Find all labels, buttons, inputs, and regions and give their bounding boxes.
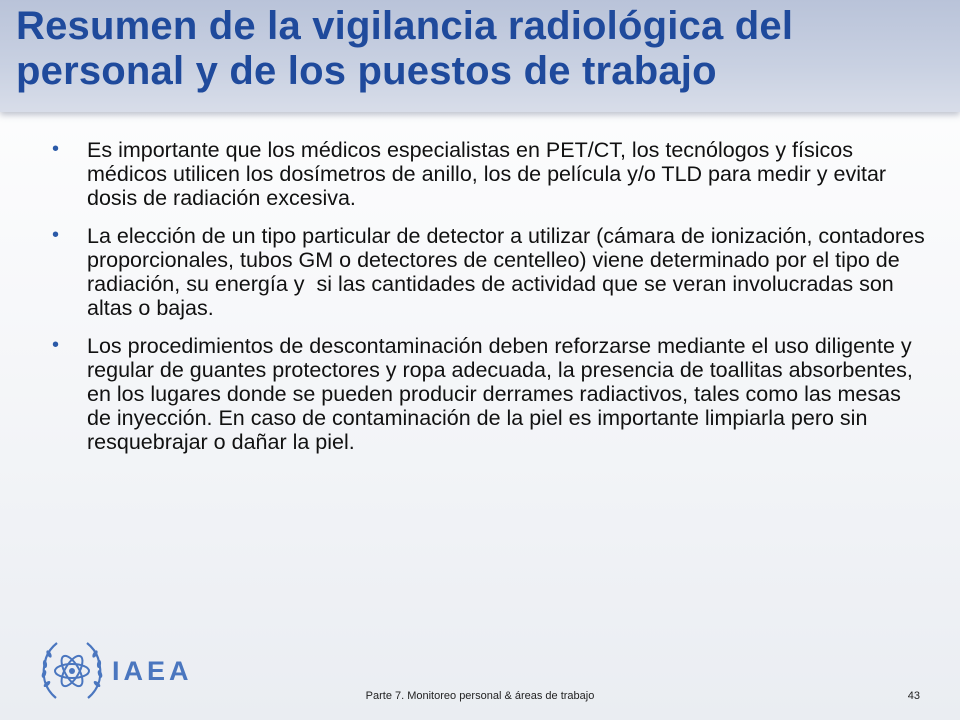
footer-caption: Parte 7. Monitoreo personal & áreas de trabajo: [365, 690, 595, 702]
bullet-marker: •: [52, 224, 60, 246]
bullet-item-2: [50, 224, 930, 320]
page-number: 43: [907, 690, 920, 702]
bullet-text-3: Los procedimientos de descontaminación deben reforzarse mediante el uso diligente y regular de guantes protectores y ropa adecuada, la presencia de toallitas absorbentes, en los lugares donde se pueden producir derrames radiactivos, tales como las mesas de inyección. En caso de contaminación de la piel es importante limpiarla pero sin resquebrajar o dañar la piel.: [87, 334, 913, 454]
bullet-item-3: [50, 334, 930, 454]
logo-text: IAEA: [112, 656, 193, 686]
bullet-item-1: [50, 138, 930, 210]
bullet-marker: •: [52, 334, 60, 356]
slide-title: Resumen de la vigilancia radiológica del personal y de los puestos de trabajo: [16, 4, 794, 93]
bullet-list: [50, 138, 930, 468]
bullet-marker: •: [52, 138, 60, 160]
bullet-text-2: La elección de un tipo particular de detector a utilizar (cámara de ionización, contadores proporcionales, tubos GM o detectores de centelleo) viene determinado por el tipo de radiación, su energía y si las cantidades de actividad que se veran involucradas son altas o bajas.: [87, 224, 931, 320]
bullet-text-1: Es importante que los médicos especialistas en PET/CT, los tecnólogos y físicos médicos utilicen los dosímetros de anillo, los de película y/o TLD para medir y evitar dosis de radiación excesiva.: [87, 138, 887, 210]
